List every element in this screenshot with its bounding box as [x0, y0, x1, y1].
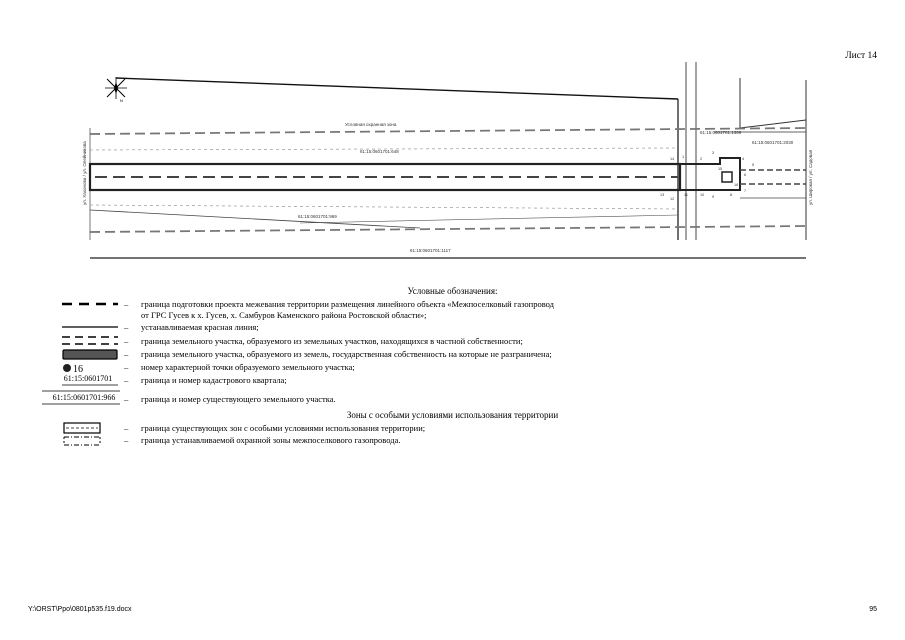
point-number: 3: [712, 151, 715, 155]
legend-dash: –: [124, 299, 129, 309]
north-label: N: [120, 98, 123, 103]
point-number: 14: [670, 157, 675, 161]
point-number: 12: [670, 197, 675, 201]
legend-item-existing-parcel: граница и номер существующего земельного участка.: [141, 394, 336, 404]
legend-symbol-existing-parcel: [40, 389, 120, 407]
legend-dash: –: [124, 394, 129, 404]
legend-dash: –: [124, 336, 129, 346]
legend-item-cadastral-quarter: граница и номер кадастрового квартала;: [141, 375, 287, 385]
point-number: 5: [752, 163, 755, 167]
sheet-label: Лист 14: [845, 51, 877, 61]
north-arrow-icon: [105, 77, 127, 103]
right-road-label: ул. Широкая / ул. Садовая: [808, 149, 813, 205]
legend-item-state-parcel: граница земельного участка, образуемого из земель, государственная собственность на которые не разграничена;: [141, 349, 552, 359]
point-number: 1: [682, 155, 685, 159]
parcel-label-mid: 61:15:0601701:969: [298, 214, 337, 219]
legend-item-private-parcel: граница земельного участка, образуемого из земельных участков, находящихся в частной собственности;: [141, 336, 523, 346]
legend-dash: –: [124, 349, 129, 359]
legend-dash: –: [124, 322, 129, 332]
legend-symbol-existing-zones: [40, 421, 120, 435]
left-road-label: ул. Хахонова / ул. Олейникова: [82, 141, 87, 205]
point-number: 11: [684, 193, 688, 197]
legend-symbol-private-parcel: [40, 334, 120, 348]
legend-item-project-boundary-cont: от ГРС Гусев к х. Гусев, х. Самбуров Каменского района Ростовской области»;: [141, 310, 427, 320]
point-number: 13: [660, 193, 665, 197]
zone-label: Условная охранная зона: [345, 122, 397, 127]
file-path: Y:\ORST\Ppo\0801p535.f19.docx: [28, 606, 132, 613]
legend-dash: –: [124, 375, 129, 385]
legend-item-point-number: номер характерной точки образуемого земельного участка;: [141, 362, 355, 372]
legend-dash: –: [124, 362, 129, 372]
zone-item-existing: граница существующих зон с особыми условиями использования территории;: [141, 423, 426, 433]
point-number: 16: [734, 183, 739, 187]
legend-symbol-red-line: [40, 322, 120, 332]
legend-symbol-state-parcel: [40, 348, 120, 362]
parcel-label-right: 61:15:0601701:2030: [752, 140, 794, 145]
legend-symbol-project-boundary: [40, 299, 120, 309]
point-number: 2: [700, 157, 703, 161]
legend-quarter-number: 61:15:0601701: [63, 374, 113, 383]
point-number: 10: [700, 193, 705, 197]
point-number: 6: [744, 173, 747, 177]
point-number: 15: [718, 167, 723, 171]
legend-item-red-line: устанавливаемая красная линия;: [141, 322, 259, 332]
page-number: 95: [869, 606, 877, 613]
legend-symbol-protection-zone: [40, 434, 120, 448]
point-number: 4: [742, 157, 745, 161]
parcel-label-top: 61:15:0601701:648: [360, 149, 399, 154]
parcel-label-bottom: 61:15:0601701:1117: [410, 248, 451, 253]
legend-point-number: 16: [73, 364, 83, 374]
point-number: 7: [744, 189, 747, 193]
zone-item-protection: граница устанавливаемой охранной зоны межпоселкового газопровода.: [141, 435, 401, 445]
point-number: 9: [712, 195, 715, 199]
point-number: 8: [730, 193, 733, 197]
parcel-label-right-top: 61:15:0601701:1369: [700, 130, 742, 135]
legend-dash: –: [124, 423, 129, 433]
legend-symbol-cadastral-quarter: [40, 373, 120, 389]
legend-title: Условные обозначения:: [407, 286, 498, 296]
legend-parcel-number: 61:15:0601701:966: [52, 393, 116, 402]
legend-dash: –: [124, 435, 129, 445]
zones-title: Зоны с особыми условиями использования территории: [346, 410, 559, 420]
legend-item-project-boundary: граница подготовки проекта межевания территории размещения линейного объекта «Межпоселковый газопровод: [141, 299, 555, 309]
cadastral-map: [0, 0, 905, 280]
